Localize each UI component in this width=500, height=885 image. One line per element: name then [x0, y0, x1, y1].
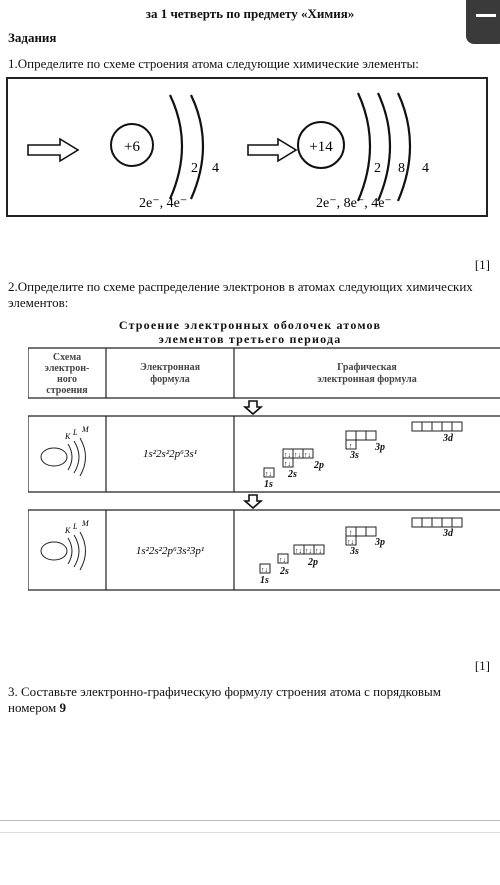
atom-schemes-box	[6, 77, 488, 217]
row2-atom-scheme	[41, 519, 90, 570]
atom2-shell-2: 8	[398, 161, 405, 176]
table-title-line-2: элементов третьего периода	[158, 332, 342, 346]
divider	[0, 820, 500, 821]
atom2-shell-3: 4	[422, 161, 429, 176]
row1-label-1s: 1s	[264, 479, 273, 490]
row1-shell-m: M	[82, 425, 89, 434]
header-3-line-1: Графическая	[337, 362, 397, 373]
atom1-charge: +6	[124, 139, 140, 155]
svg-text:↑: ↑	[349, 442, 353, 450]
row2-label-1s: 1s	[260, 575, 269, 586]
row2-label-2p: 2p	[308, 557, 318, 568]
header-2-line-2: формула	[150, 374, 190, 385]
task3-number: 9	[59, 700, 66, 715]
header-1-line-3: ного	[56, 374, 78, 385]
svg-text:↑: ↑	[349, 529, 353, 537]
atom1-electrons: 2e⁻, 4e⁻	[139, 196, 188, 211]
row2-label-3d: 3d	[443, 528, 453, 539]
atom2-charge: +14	[309, 139, 333, 155]
row2-orbital-diagram	[260, 518, 462, 573]
svg-text:↑↓: ↑↓	[261, 566, 268, 574]
task2-text: 2.Определите по схеме распределение электронов в атомах следующих химических элементов:	[8, 279, 473, 310]
row2-shell-l: L	[73, 522, 78, 531]
row2-shell-k: K	[65, 526, 71, 535]
minus-icon	[476, 14, 496, 17]
header-1-line-4: строения	[46, 385, 88, 396]
svg-text:↑↓: ↑↓	[265, 470, 272, 478]
arrow-down-icon	[245, 401, 261, 414]
svg-text:↑↓: ↑↓	[305, 547, 312, 555]
task2-mark: [1]	[474, 658, 490, 673]
row1-shell-l: L	[73, 428, 78, 437]
svg-text:↑↓: ↑↓	[294, 451, 301, 459]
svg-text:↑↓: ↑↓	[284, 460, 291, 468]
row2-label-3p: 3p	[375, 537, 385, 548]
task1-mark: [1]	[474, 257, 490, 272]
row1-label-2p: 2p	[314, 460, 324, 471]
task1-text: 1.Определите по схеме строения атома следующие химические элементы:	[8, 56, 419, 71]
page-title: за 1 четверть по предмету «Химия»	[145, 6, 355, 21]
atom2-shell-1: 2	[374, 161, 381, 176]
svg-text:↑↓: ↑↓	[295, 547, 302, 555]
atom1-shell-2: 4	[212, 161, 219, 176]
row1-formula: 1s²2s²2p⁶3s¹	[142, 448, 198, 460]
header-3-line-2: электронная формула	[317, 374, 417, 385]
row1-label-3s: 3s	[350, 450, 359, 461]
table-title-line-1: Строение электронных оболочек атомов	[118, 318, 382, 332]
arrow-right-icon	[28, 139, 78, 161]
svg-text:↑↓: ↑↓	[315, 547, 322, 555]
tasks-heading: Задания	[8, 30, 57, 45]
corner-button[interactable]	[466, 0, 500, 44]
arrow-down-icon	[245, 495, 261, 508]
arrow-right-icon	[248, 139, 296, 161]
electron-table	[28, 346, 500, 594]
row1-label-3p: 3p	[375, 442, 385, 453]
row2-label-3s: 3s	[350, 546, 359, 557]
svg-text:↑↓: ↑↓	[284, 451, 291, 459]
task3-text	[8, 684, 478, 716]
header-1-line-2: электрон-	[44, 363, 90, 374]
header-2-line-1: Электронная	[140, 362, 200, 373]
row2-label-2s: 2s	[280, 566, 289, 577]
svg-text:↑↓: ↑↓	[347, 538, 354, 546]
row2-shell-m: M	[82, 519, 89, 528]
row1-label-2s: 2s	[288, 469, 297, 480]
row1-electron-arrows	[265, 442, 353, 478]
atom2-electrons: 2e⁻, 8e⁻, 4e⁻	[316, 196, 392, 211]
svg-text:↑↓: ↑↓	[279, 556, 286, 564]
header-1-line-1: Схема	[52, 352, 82, 363]
atom-schemes-figure	[8, 79, 486, 215]
row1-atom-scheme	[41, 425, 90, 476]
row2-formula: 1s²2s²2p⁶3s²3p¹	[135, 545, 205, 557]
task3-question: 3. Составьте электронно-графическую формулу строения атома с порядковым номером	[8, 684, 441, 715]
row1-label-3d: 3d	[443, 433, 453, 444]
table-title	[0, 318, 500, 346]
row1-shell-k: K	[65, 432, 71, 441]
divider	[0, 832, 500, 833]
atom1-shell-1: 2	[191, 161, 198, 176]
svg-text:↑↓: ↑↓	[304, 451, 311, 459]
